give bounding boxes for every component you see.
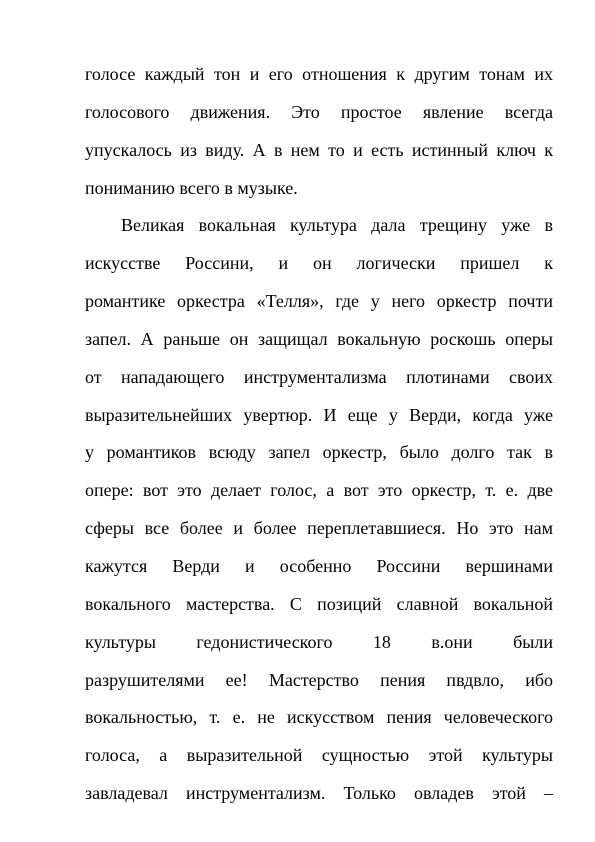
text-line: культуры гедонистического 18 в.они были — [85, 631, 553, 652]
text-line: сферы все более и более переплетавшиеся. Но это нам — [85, 518, 553, 539]
text-line: вокального мастерства. С позиций славной вокальной — [85, 593, 553, 614]
text-line: опере: вот это делает голос, а вот это оркестр, т. е. две — [85, 480, 553, 501]
text-line: упускалось из виду. А в нем то и есть истинный ключ к — [85, 139, 553, 160]
text-line: завладевал инструментализм. Только овладев этой – — [85, 783, 553, 804]
text-line: романтике оркестра «Телля», где у него оркестр почти — [85, 291, 553, 312]
text-line: кажутся Верди и особенно Россини вершинами — [85, 555, 553, 576]
text-line: искусстве Россини, и он логически пришел к — [85, 253, 553, 274]
paragraph-first-line: Великая вокальная культура дала трещину уже в — [121, 215, 553, 236]
text-line: голосе каждый тон и его отношения к другим тонам их — [85, 64, 553, 84]
text-line: голоса, а выразительной сущностью этой культуры — [85, 745, 553, 766]
text-line: запел. А раньше он защищал вокальную роскошь оперы — [85, 328, 553, 349]
text-line: выразительнейших увертюр. И еще у Верди, когда уже — [85, 404, 553, 425]
text-line: от нападающего инструментализма плотинами своих — [85, 366, 553, 387]
text-line: разрушителями ее! Мастерство пения пвдвло, ибо — [85, 669, 553, 690]
text-line: у романтиков всюду запел оркестр, было долго так в — [85, 442, 553, 463]
body-text — [85, 56, 553, 813]
text-line: голосового движения. Это простое явление всегда — [85, 101, 553, 122]
text-line: вокальностью, т. е. не искусством пения человеческого — [85, 707, 553, 728]
paragraph-end-line: пониманию всего в музыке. — [85, 177, 298, 198]
